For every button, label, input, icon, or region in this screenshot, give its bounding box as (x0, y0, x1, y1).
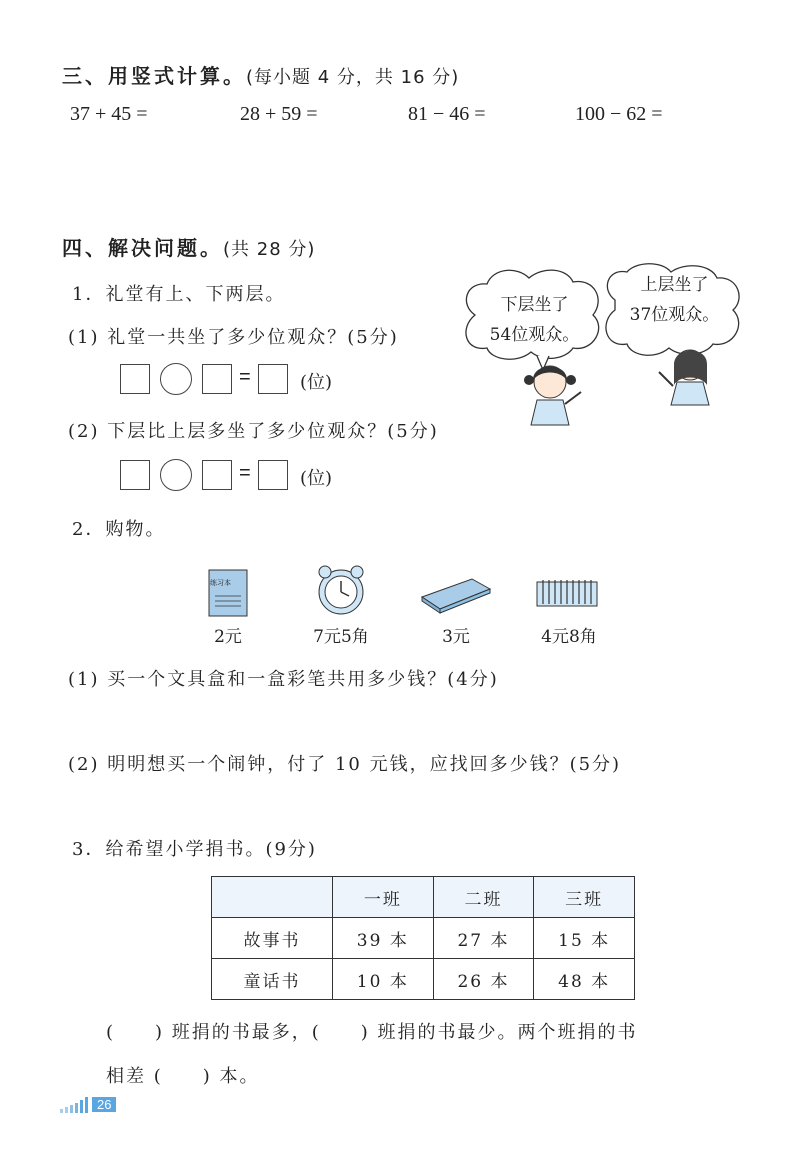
price-alarm-clock: 7元5角 (313, 627, 369, 647)
table-row (212, 959, 635, 1000)
color-pens-icon (535, 578, 600, 608)
operator-circle[interactable] (160, 363, 192, 395)
section3-note: (每小题 4 分，共 16 分) (246, 67, 460, 88)
section4-title (62, 232, 315, 261)
section4-note: (共 28 分) (223, 239, 316, 260)
table-cell: 童话书 (212, 959, 333, 1000)
operator-circle[interactable] (160, 459, 192, 491)
bars-decoration-icon (60, 1097, 92, 1113)
table-header-cell: 一班 (333, 877, 434, 918)
bubble-left-line-2: 54位观众。 (489, 325, 580, 345)
section3-heading: 三、用竖式计算。 (62, 64, 246, 88)
equals-sign: = (239, 366, 251, 388)
girl-right (659, 350, 709, 405)
table-header-cell: 三班 (534, 877, 635, 918)
bubble-left-line-1: 下层坐了 (500, 295, 569, 315)
q1-sub2: (2) 下层比上层多坐了多少位观众？(5分) (68, 421, 439, 442)
notebook-label: 练习本 (210, 579, 231, 587)
table-cell: 27 本 (433, 918, 534, 959)
q1-sub1: (1) 礼堂一共坐了多少位观众？(5分) (68, 327, 399, 348)
q2-sub2: (2) 明明想买一个闹钟，付了 10 元钱，应找回多少钱？(5分) (68, 754, 622, 775)
table-header-row (212, 877, 635, 918)
bubble-left-text (472, 290, 597, 350)
table-cell: 10 本 (333, 959, 434, 1000)
unit-label: (位) (300, 372, 333, 393)
answer-box[interactable] (202, 364, 232, 394)
q1-stem: 1．礼堂有上、下两层。 (72, 284, 286, 305)
price-color-pens: 4元8角 (541, 627, 597, 647)
price-notebook: 2元 (214, 627, 242, 647)
table-row (212, 918, 635, 959)
table-header-cell: 二班 (433, 877, 534, 918)
page-footer (60, 1094, 116, 1113)
calc-problem-1: 37 + 45 = (70, 103, 148, 125)
calc-problem-2: 28 + 59 = (240, 103, 318, 125)
girl-left (524, 366, 581, 425)
table-header-cell (212, 877, 333, 918)
calc-problem-4: 100 − 62 = (575, 103, 663, 125)
table-cell: 39 本 (333, 918, 434, 959)
section4-heading: 四、解决问题。 (62, 236, 223, 260)
bubble-right-line-1: 上层坐了 (640, 275, 709, 295)
answer-box[interactable] (258, 460, 288, 490)
table-cell: 故事书 (212, 918, 333, 959)
q3-stem: 3．给希望小学捐书。(9分) (72, 839, 317, 860)
page-number: 26 (92, 1097, 116, 1112)
q2-sub1: (1) 买一个文具盒和一盒彩笔共用多少钱？(4分) (68, 669, 499, 690)
equals-sign: = (239, 462, 251, 484)
section3-title (62, 60, 459, 89)
notebook-icon (205, 568, 255, 618)
pencil-case-icon (420, 575, 492, 615)
table-cell: 48 本 (534, 959, 635, 1000)
calc-problem-3: 81 − 46 = (408, 103, 486, 125)
bubble-right-text (612, 270, 737, 330)
table-cell: 15 本 (534, 918, 635, 959)
q3-fill-line-2: 相差 ( ) 本。 (106, 1066, 260, 1087)
unit-label: (位) (300, 468, 333, 489)
alarm-clock-icon (315, 560, 367, 618)
bubble-right-line-2: 37位观众。 (629, 305, 720, 325)
donation-table (211, 876, 635, 1000)
answer-box[interactable] (120, 364, 150, 394)
q3-fill-line-1: ( ) 班捐的书最多，( ) 班捐的书最少。两个班捐的书 (106, 1022, 638, 1043)
q2-stem: 2．购物。 (72, 519, 166, 540)
answer-box[interactable] (202, 460, 232, 490)
answer-box[interactable] (258, 364, 288, 394)
answer-box[interactable] (120, 460, 150, 490)
price-pencil-case: 3元 (442, 627, 470, 647)
table-cell: 26 本 (433, 959, 534, 1000)
